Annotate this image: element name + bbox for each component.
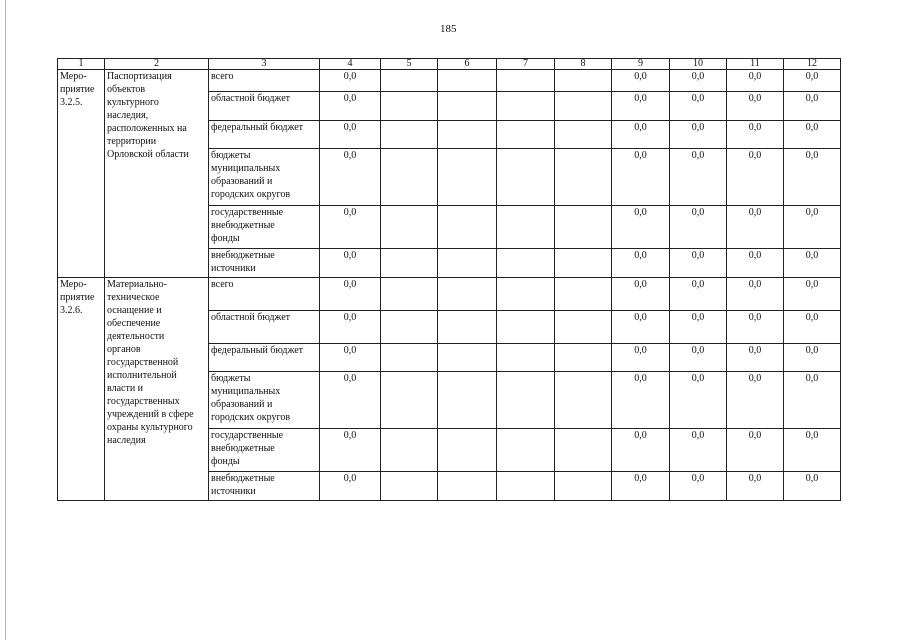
amount-cell: 0,0	[670, 149, 727, 206]
column-number: 6	[438, 59, 497, 70]
scan-edge-line	[5, 0, 6, 640]
amount-cell: 0,0	[670, 206, 727, 249]
amount-cell	[555, 249, 612, 278]
amount-cell	[438, 70, 497, 92]
amount-cell: 0,0	[727, 472, 784, 501]
amount-cell: 0,0	[612, 249, 670, 278]
amount-cell	[438, 92, 497, 121]
funding-source-label: государственные внебюджетные фонды	[209, 206, 320, 249]
amount-cell: 0,0	[784, 278, 841, 311]
amount-cell	[555, 372, 612, 429]
amount-cell: 0,0	[320, 372, 381, 429]
amount-cell	[497, 372, 555, 429]
amount-cell	[438, 429, 497, 472]
funding-source-label: бюджеты муниципальных образований и городских округов	[209, 149, 320, 206]
amount-cell	[555, 472, 612, 501]
amount-cell: 0,0	[727, 344, 784, 372]
amount-cell	[555, 344, 612, 372]
amount-cell: 0,0	[320, 311, 381, 344]
amount-cell: 0,0	[612, 149, 670, 206]
funding-source-label: внебюджетные источники	[209, 249, 320, 278]
amount-cell: 0,0	[612, 121, 670, 149]
measure-title: Паспортизация объектов культурного наследия, расположенных на территории Орловской области	[105, 70, 209, 278]
amount-cell	[438, 121, 497, 149]
amount-cell: 0,0	[320, 472, 381, 501]
amount-cell	[381, 249, 438, 278]
amount-cell: 0,0	[727, 278, 784, 311]
amount-cell	[497, 92, 555, 121]
amount-cell: 0,0	[612, 311, 670, 344]
amount-cell	[381, 344, 438, 372]
amount-cell	[438, 149, 497, 206]
amount-cell: 0,0	[670, 372, 727, 429]
amount-cell	[438, 249, 497, 278]
amount-cell: 0,0	[612, 344, 670, 372]
funding-source-label: областной бюджет	[209, 311, 320, 344]
amount-cell: 0,0	[784, 149, 841, 206]
amount-cell	[497, 121, 555, 149]
amount-cell	[381, 278, 438, 311]
column-number: 10	[670, 59, 727, 70]
funding-source-label: всего	[209, 278, 320, 311]
amount-cell: 0,0	[670, 249, 727, 278]
amount-cell: 0,0	[727, 206, 784, 249]
amount-cell	[381, 92, 438, 121]
measure-code: Меро- приятие 3.2.5.	[58, 70, 105, 278]
column-number: 5	[381, 59, 438, 70]
amount-cell	[438, 206, 497, 249]
amount-cell	[381, 372, 438, 429]
funding-source-row	[58, 70, 841, 92]
amount-cell	[555, 70, 612, 92]
amount-cell: 0,0	[727, 372, 784, 429]
column-number: 7	[497, 59, 555, 70]
amount-cell	[438, 372, 497, 429]
funding-source-label: федеральный бюджет	[209, 344, 320, 372]
amount-cell	[555, 149, 612, 206]
amount-cell: 0,0	[784, 70, 841, 92]
measure-code: Меро- приятие 3.2.6.	[58, 278, 105, 501]
amount-cell	[438, 472, 497, 501]
funding-source-label: бюджеты муниципальных образований и городских округов	[209, 372, 320, 429]
amount-cell: 0,0	[612, 372, 670, 429]
amount-cell: 0,0	[320, 92, 381, 121]
amount-cell	[497, 70, 555, 92]
amount-cell: 0,0	[320, 249, 381, 278]
column-number: 12	[784, 59, 841, 70]
amount-cell	[497, 278, 555, 311]
amount-cell: 0,0	[784, 372, 841, 429]
amount-cell: 0,0	[784, 206, 841, 249]
amount-cell: 0,0	[320, 429, 381, 472]
amount-cell: 0,0	[670, 92, 727, 121]
column-number: 3	[209, 59, 320, 70]
amount-cell: 0,0	[727, 92, 784, 121]
amount-cell	[381, 472, 438, 501]
amount-cell: 0,0	[612, 278, 670, 311]
funding-source-row	[58, 278, 841, 311]
amount-cell: 0,0	[670, 344, 727, 372]
amount-cell: 0,0	[612, 70, 670, 92]
amount-cell	[555, 92, 612, 121]
amount-cell: 0,0	[320, 278, 381, 311]
amount-cell: 0,0	[670, 472, 727, 501]
amount-cell: 0,0	[727, 70, 784, 92]
amount-cell: 0,0	[320, 206, 381, 249]
funding-source-label: всего	[209, 70, 320, 92]
amount-cell	[438, 278, 497, 311]
amount-cell: 0,0	[320, 344, 381, 372]
amount-cell	[438, 344, 497, 372]
amount-cell	[381, 206, 438, 249]
amount-cell: 0,0	[784, 472, 841, 501]
amount-cell	[497, 344, 555, 372]
funding-source-label: федеральный бюджет	[209, 121, 320, 149]
funding-source-label: областной бюджет	[209, 92, 320, 121]
measure-title: Материально- техническое оснащение и обеспечение деятельности органов государственной исполнительной власти и государственных учреждений в сфере охраны культурного наследия	[105, 278, 209, 501]
amount-cell	[555, 206, 612, 249]
amount-cell	[497, 249, 555, 278]
amount-cell	[497, 311, 555, 344]
amount-cell: 0,0	[320, 70, 381, 92]
amount-cell: 0,0	[727, 149, 784, 206]
amount-cell	[555, 278, 612, 311]
amount-cell: 0,0	[784, 249, 841, 278]
amount-cell	[497, 429, 555, 472]
amount-cell: 0,0	[320, 121, 381, 149]
column-number: 8	[555, 59, 612, 70]
amount-cell: 0,0	[727, 429, 784, 472]
amount-cell: 0,0	[612, 472, 670, 501]
column-number: 2	[105, 59, 209, 70]
amount-cell: 0,0	[670, 429, 727, 472]
amount-cell: 0,0	[727, 121, 784, 149]
amount-cell	[381, 121, 438, 149]
column-number-row	[58, 59, 841, 70]
amount-cell	[381, 311, 438, 344]
amount-cell: 0,0	[670, 278, 727, 311]
amount-cell	[497, 472, 555, 501]
amount-cell: 0,0	[784, 311, 841, 344]
amount-cell: 0,0	[784, 344, 841, 372]
column-number: 11	[727, 59, 784, 70]
amount-cell: 0,0	[670, 121, 727, 149]
funding-source-label: государственные внебюджетные фонды	[209, 429, 320, 472]
amount-cell	[381, 429, 438, 472]
amount-cell: 0,0	[612, 206, 670, 249]
column-number: 1	[58, 59, 105, 70]
amount-cell	[381, 70, 438, 92]
amount-cell: 0,0	[784, 429, 841, 472]
column-number: 9	[612, 59, 670, 70]
amount-cell	[381, 149, 438, 206]
amount-cell	[438, 311, 497, 344]
amount-cell: 0,0	[320, 149, 381, 206]
amount-cell: 0,0	[670, 311, 727, 344]
funding-source-label: внебюджетные источники	[209, 472, 320, 501]
amount-cell	[555, 429, 612, 472]
amount-cell: 0,0	[727, 311, 784, 344]
page-number: 185	[440, 23, 457, 35]
amount-cell	[497, 206, 555, 249]
amount-cell: 0,0	[784, 92, 841, 121]
amount-cell: 0,0	[670, 70, 727, 92]
amount-cell: 0,0	[612, 92, 670, 121]
amount-cell	[555, 121, 612, 149]
amount-cell	[555, 311, 612, 344]
funding-table	[57, 58, 841, 501]
amount-cell: 0,0	[727, 249, 784, 278]
amount-cell: 0,0	[612, 429, 670, 472]
amount-cell	[497, 149, 555, 206]
column-number: 4	[320, 59, 381, 70]
amount-cell: 0,0	[784, 121, 841, 149]
